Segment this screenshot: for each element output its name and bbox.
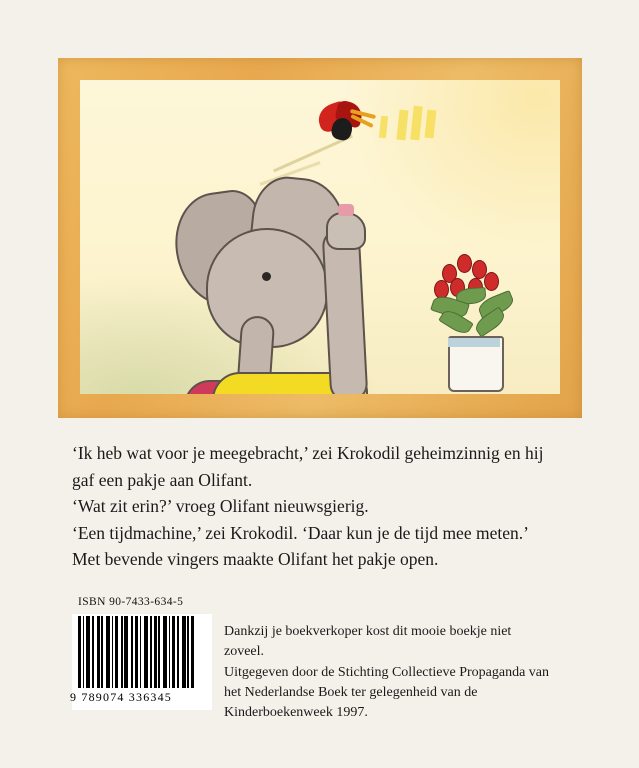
pink-accent [338,204,354,216]
colophon-line: het Nederlandse Boek ter gelegenheid van de [224,684,478,700]
elephant-figure [176,176,406,394]
cover-illustration [58,58,582,418]
pot-band [448,338,500,347]
story-line: gaf een pakje aan Olifant. [72,469,253,490]
story-text [72,440,580,573]
elephant-hand [326,212,366,250]
story-line: ‘Wat zit erin?’ vroeg Olifant nieuwsgierig. [72,496,369,517]
flower-bud [457,254,472,273]
barcode-icon [78,616,206,688]
red-flying-creature [318,102,378,148]
isbn-label: ISBN 90-7433-634-5 [78,596,184,608]
colophon-line: Kinderboekenweek 1997. [224,705,368,721]
barcode-digits: 9 789074 336345 [70,690,172,704]
elephant-arm [321,227,368,394]
colophon-line: Dankzij je boekverkoper kost dit mooie boekje niet zoveel. [224,624,512,660]
flower-pot [426,240,518,388]
flower-bud [484,272,499,291]
story-line: ‘Een tijdmachine,’ zei Krokodil. ‘Daar kun je de tijd mee meten.’ [72,522,529,543]
leaf [472,306,507,337]
illustration-panel [80,80,560,394]
colophon-line: Uitgegeven door de Stichting Collectieve Propaganda van [224,664,550,680]
colophon-text [224,622,554,723]
story-line: ‘Ik heb wat voor je meegebracht,’ zei Krokodil geheimzinnig en hij [72,443,544,463]
story-line: Met bevende vingers maakte Olifant het pakje open. [72,549,439,570]
elephant-eye [262,272,271,281]
